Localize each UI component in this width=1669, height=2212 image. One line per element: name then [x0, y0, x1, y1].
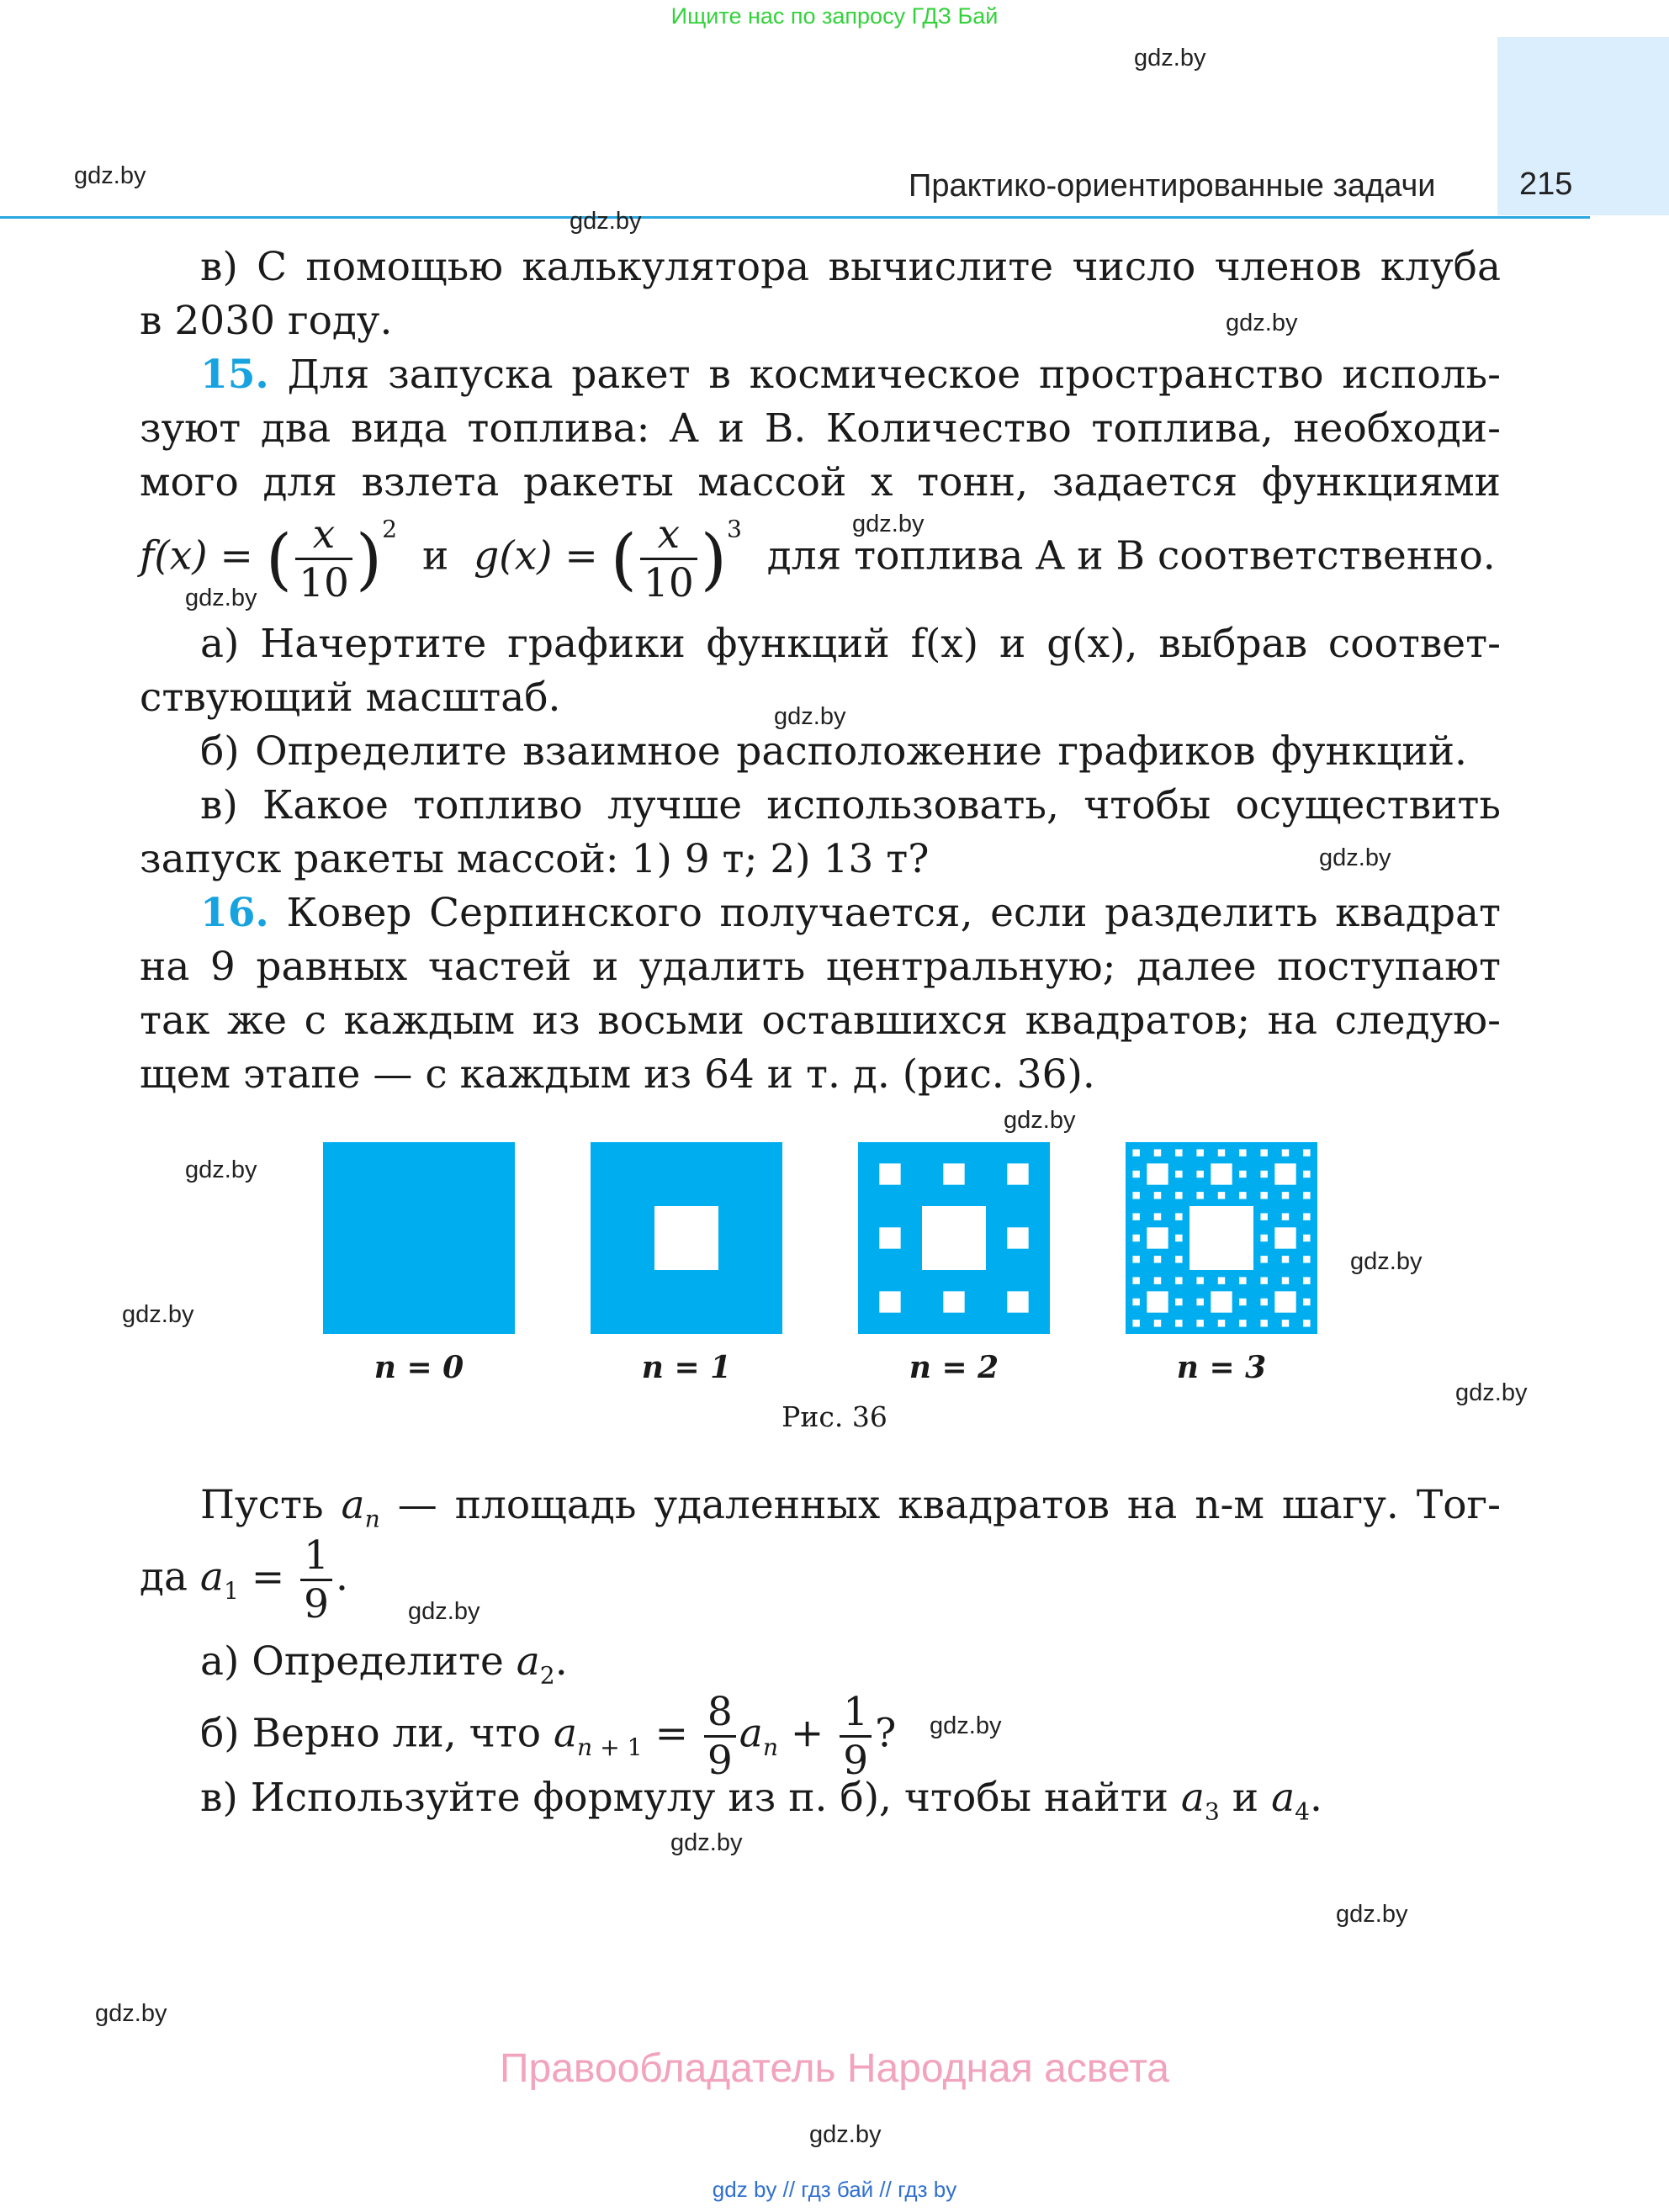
watermark: gdz.by	[570, 208, 642, 235]
removed-square	[1196, 1171, 1203, 1177]
fraction: $\frac{8}{9}$	[704, 1692, 736, 1781]
removed-square	[879, 1227, 900, 1248]
removed-square	[1239, 1320, 1246, 1326]
removed-square	[1132, 1256, 1139, 1262]
paragraph-line: запуск ракеты массой: 1) 9 т; 2) 13 т?	[140, 836, 930, 882]
removed-square	[1218, 1192, 1225, 1199]
removed-square	[1303, 1277, 1310, 1283]
removed-square	[879, 1291, 900, 1312]
problem-16-line: 16. Ковер Серпинского получается, если разделить квадрат	[200, 890, 1501, 936]
removed-square	[922, 1206, 986, 1270]
paragraph-line: а) Начертите графики функций f(x) и g(x), выбрав соответ-	[200, 621, 1501, 667]
removed-square	[1175, 1277, 1182, 1283]
paragraph-line: зуют два вида топлива: A и B. Количество топлива, необходи-	[140, 405, 1501, 452]
removed-square	[1282, 1149, 1289, 1156]
removed-square	[1218, 1149, 1225, 1156]
removed-square	[1218, 1320, 1225, 1326]
carpet-n3	[1126, 1142, 1317, 1334]
removed-square	[1154, 1320, 1161, 1326]
removed-square	[1282, 1277, 1289, 1283]
watermark: gdz.by	[122, 1301, 194, 1328]
problem-15-line: 15. Для запуска ракет в космическое пространство исполь-	[200, 352, 1501, 398]
formula-line: f(x) = ( $\frac{x}{10}$ )$^2$ и g(x) = ( $\frac{x}{10}$ )$^3$ для топлива A и B соответственно.	[140, 511, 1496, 606]
removed-square	[1282, 1192, 1289, 1199]
paragraph-line: на 9 равных частей и удалить центральную; далее поступают	[140, 944, 1501, 990]
removed-square	[1303, 1320, 1310, 1326]
removed-square	[1154, 1277, 1161, 1283]
watermark: gdz.by	[408, 1598, 480, 1625]
removed-square	[1282, 1213, 1289, 1220]
removed-square	[1260, 1299, 1267, 1305]
removed-square	[1211, 1291, 1232, 1312]
removed-square	[1196, 1192, 1203, 1199]
removed-square	[1175, 1192, 1182, 1199]
problem-number: 16.	[200, 890, 269, 936]
formula-and: и	[421, 532, 449, 579]
removed-square	[1175, 1213, 1182, 1220]
paragraph-line: б) Определите взаимное расположение графиков функций.	[200, 728, 1467, 775]
fraction: $\frac{1}{9}$	[300, 1536, 332, 1624]
removed-square	[1189, 1206, 1253, 1270]
removed-square	[1154, 1149, 1161, 1156]
removed-square	[1007, 1163, 1028, 1184]
figure-label: n = 2	[909, 1350, 999, 1385]
formula-tail: для топлива A и B соответственно.	[766, 532, 1496, 579]
fraction: $\frac{1}{9}$	[840, 1692, 872, 1781]
header-rule	[0, 216, 1590, 219]
removed-square	[1260, 1277, 1267, 1283]
removed-square	[943, 1163, 964, 1184]
watermark: gdz.by	[670, 1829, 743, 1856]
removed-square	[1147, 1291, 1168, 1312]
removed-square	[1260, 1256, 1267, 1262]
removed-square	[1132, 1149, 1139, 1156]
carpet-n0	[323, 1142, 515, 1334]
removed-square	[1260, 1192, 1267, 1199]
problem-number: 15.	[200, 352, 269, 398]
removed-square	[1303, 1299, 1310, 1305]
removed-square	[1132, 1299, 1139, 1305]
removed-square	[1260, 1171, 1267, 1177]
watermark: gdz.by	[1350, 1248, 1423, 1275]
removed-square	[1154, 1256, 1161, 1262]
carpet-n2	[858, 1142, 1050, 1334]
removed-square	[1132, 1320, 1139, 1326]
watermark: gdz.by	[1455, 1379, 1528, 1406]
removed-square	[1147, 1227, 1168, 1248]
removed-square	[1303, 1171, 1310, 1177]
exponent: 3	[726, 515, 742, 543]
paragraph-line: ствующий масштаб.	[140, 675, 561, 721]
removed-square	[1282, 1256, 1289, 1262]
removed-square	[1239, 1192, 1246, 1199]
watermark: gdz.by	[1134, 45, 1206, 71]
paragraph-line: мого для взлета ракеты массой x тонн, задается функциями	[140, 459, 1501, 505]
removed-square	[1175, 1320, 1182, 1326]
page-number: 215	[1519, 167, 1573, 202]
removed-square	[1239, 1171, 1246, 1177]
removed-square	[1154, 1192, 1161, 1199]
fraction: $\frac{x}{10}$	[295, 515, 352, 603]
removed-square	[1274, 1227, 1295, 1248]
removed-square	[1260, 1149, 1267, 1156]
figure-label: n = 0	[374, 1350, 464, 1385]
removed-square	[1239, 1277, 1246, 1283]
removed-square	[1239, 1149, 1246, 1156]
removed-square	[1274, 1163, 1295, 1184]
paragraph-line: так же с каждым из восьми оставшихся квадратов; на следую-	[140, 998, 1501, 1044]
watermark: gdz.by	[185, 585, 257, 611]
watermark: gdz.by	[852, 511, 925, 537]
formula-f: f(x) =	[140, 532, 253, 579]
figure-label: n = 1	[641, 1350, 732, 1385]
removed-square	[1132, 1192, 1139, 1199]
watermark: gdz.by	[1004, 1107, 1076, 1134]
removed-square	[1132, 1171, 1139, 1177]
removed-square	[1132, 1235, 1139, 1241]
removed-square	[1132, 1277, 1139, 1283]
carpet-square	[323, 1142, 515, 1334]
removed-square	[879, 1163, 900, 1184]
removed-square	[1260, 1320, 1267, 1326]
paragraph-line: в 2030 году.	[140, 298, 393, 344]
removed-square	[1175, 1299, 1182, 1305]
watermark: gdz.by	[1336, 1901, 1408, 1928]
removed-square	[1175, 1235, 1182, 1241]
exponent: 2	[382, 515, 398, 543]
removed-square	[1007, 1291, 1028, 1312]
figure-label: n = 3	[1176, 1350, 1267, 1385]
watermark: gdz.by	[1319, 844, 1391, 871]
paragraph-line: в) С помощью калькулятора вычислите число членов клуба	[200, 244, 1501, 290]
watermark: gdz.by	[930, 1712, 1002, 1739]
removed-square	[1154, 1213, 1161, 1220]
removed-square	[1303, 1235, 1310, 1241]
removed-square	[1260, 1213, 1267, 1220]
paragraph-line: Пусть $a_n$ — площадь удаленных квадратов на n-м шагу. Тог-	[200, 1482, 1501, 1533]
paragraph-line: в) Какое топливо лучше использовать, чтобы осуществить	[200, 782, 1501, 828]
removed-square	[654, 1206, 718, 1270]
watermark: gdz.by	[74, 162, 146, 189]
removed-square	[1196, 1320, 1203, 1326]
watermark: gdz.by	[809, 2121, 882, 2148]
removed-square	[1218, 1277, 1225, 1283]
fraction: $\frac{x}{10}$	[640, 515, 697, 603]
watermark: gdz.by	[185, 1156, 257, 1183]
top-banner: Ищите нас по запросу ГДЗ Бай	[670, 3, 999, 29]
question-c: в) Используйте формулу из п. б), чтобы найти $a_3$ и $a_4$.	[200, 1775, 1322, 1826]
removed-square	[1132, 1213, 1139, 1220]
removed-square	[1211, 1163, 1232, 1184]
removed-square	[1303, 1149, 1310, 1156]
question-a: а) Определите $a_2$.	[200, 1638, 568, 1690]
removed-square	[1175, 1149, 1182, 1156]
removed-square	[943, 1291, 964, 1312]
paragraph-line: щем этапе — с каждым из 64 и т. д. (рис. 36).	[140, 1051, 1095, 1098]
removed-square	[1303, 1192, 1310, 1199]
running-title: Практико-ориентированные задачи	[909, 168, 1436, 204]
question-b: б) Верно ли, что $a_{n + 1}$ = $\frac{8}{9}$ $a_n$ + $\frac{1}{9}$ ?	[200, 1689, 897, 1784]
formula-g: g(x) =	[474, 532, 598, 579]
removed-square	[1260, 1235, 1267, 1241]
removed-square	[1196, 1277, 1203, 1283]
watermark: gdz.by	[95, 2000, 167, 2027]
removed-square	[1282, 1320, 1289, 1326]
figure-caption: Рис. 36	[782, 1400, 887, 1433]
removed-square	[1196, 1149, 1203, 1156]
removed-square	[1175, 1171, 1182, 1177]
watermark: gdz.by	[774, 703, 846, 730]
watermark: gdz.by	[1226, 310, 1298, 336]
footer-links[interactable]: gdz by // гдз бай // гдз by	[712, 2177, 957, 2202]
removed-square	[1274, 1291, 1295, 1312]
removed-square	[1175, 1256, 1182, 1262]
copyright-notice: Правообладатель Народная асвета	[500, 2046, 1169, 2091]
removed-square	[1196, 1299, 1203, 1305]
carpet-n1	[591, 1142, 782, 1334]
removed-square	[1239, 1299, 1246, 1305]
removed-square	[1303, 1256, 1310, 1262]
removed-square	[1147, 1163, 1168, 1184]
formula-a1: да $a_1$ = $\frac{1}{9}$ .	[140, 1532, 348, 1627]
removed-square	[1303, 1213, 1310, 1220]
removed-square	[1007, 1227, 1028, 1248]
